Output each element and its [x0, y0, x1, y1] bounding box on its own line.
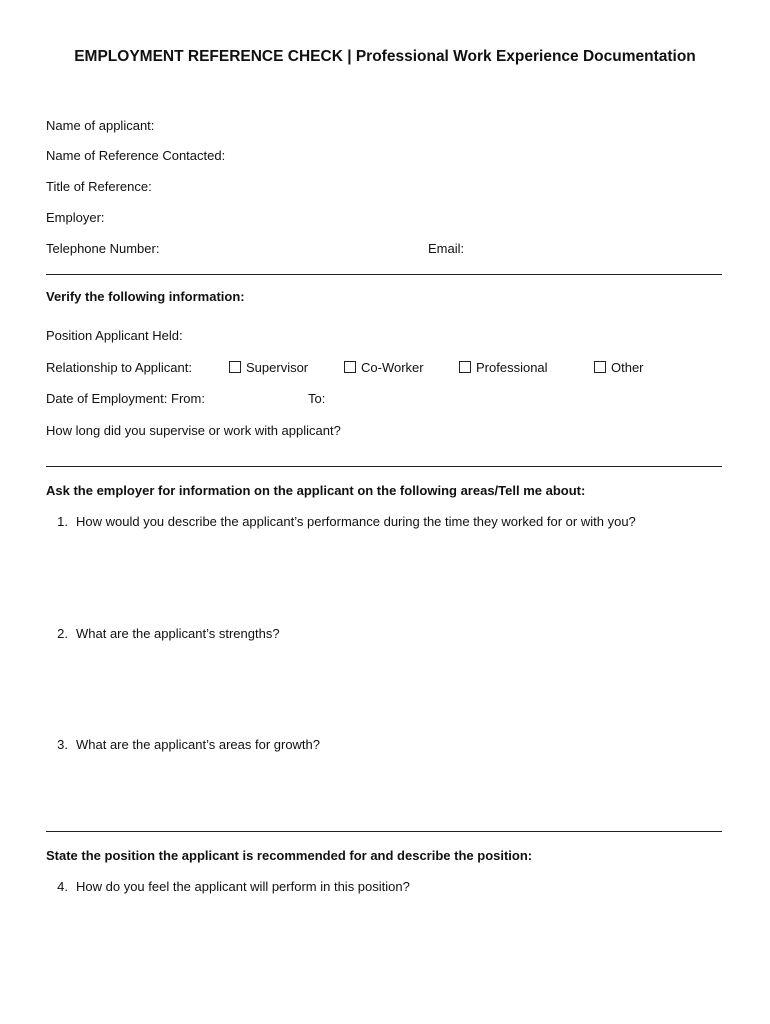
- name-of-reference-label: Name of Reference Contacted:: [46, 148, 226, 163]
- professional-option[interactable]: [459, 360, 548, 375]
- document-title: EMPLOYMENT REFERENCE CHECK | Professional Work Experience Documentation: [74, 48, 696, 65]
- how-long-label: How long did you supervise or work with applicant?: [46, 423, 341, 438]
- position-heading: State the position the applicant is recommended for and describe the position:: [46, 848, 533, 863]
- question-text: What are the applicant’s areas for growth?: [76, 737, 321, 752]
- section-divider: [46, 466, 722, 467]
- relationship-label: Relationship to Applicant:: [46, 360, 192, 375]
- supervisor-label: Supervisor: [246, 360, 309, 375]
- question-number: 4.: [57, 879, 68, 894]
- other-option[interactable]: [594, 360, 644, 375]
- professional-label: Professional: [476, 360, 548, 375]
- checkbox-icon[interactable]: [459, 361, 471, 373]
- checkbox-icon[interactable]: [344, 361, 356, 373]
- employer-label: Employer:: [46, 210, 105, 225]
- date-of-employment-label: Date of Employment: From:: [46, 391, 205, 406]
- checkbox-icon[interactable]: [229, 361, 241, 373]
- verify-heading: Verify the following information:: [46, 289, 245, 304]
- question-number: 3.: [57, 737, 68, 752]
- question-item: [52, 737, 320, 752]
- ask-heading: Ask the employer for information on the applicant on the following areas/Tell me about:: [46, 483, 586, 498]
- supervisor-option[interactable]: [229, 360, 308, 375]
- question-number: 1.: [57, 514, 68, 529]
- to-label: To:: [308, 391, 326, 406]
- section-divider: [46, 274, 722, 275]
- name-of-applicant-label: Name of applicant:: [46, 118, 155, 133]
- question-text: What are the applicant’s strengths?: [76, 626, 280, 641]
- co-worker-label: Co-Worker: [361, 360, 424, 375]
- question-number: 2.: [57, 626, 68, 641]
- co-worker-option[interactable]: [344, 360, 424, 375]
- section-divider: [46, 831, 722, 832]
- question-item: [52, 514, 636, 529]
- position-held-label: Position Applicant Held:: [46, 328, 183, 343]
- question-item: [52, 879, 410, 894]
- question-item: [52, 626, 280, 641]
- checkbox-icon[interactable]: [594, 361, 606, 373]
- question-text: How do you feel the applicant will perform in this position?: [76, 879, 410, 894]
- title-of-reference-label: Title of Reference:: [46, 179, 152, 194]
- email-label: Email:: [428, 241, 465, 256]
- telephone-label: Telephone Number:: [46, 241, 160, 256]
- other-label: Other: [611, 360, 644, 375]
- question-text: How would you describe the applicant’s performance during the time they worked for or with you?: [76, 514, 636, 529]
